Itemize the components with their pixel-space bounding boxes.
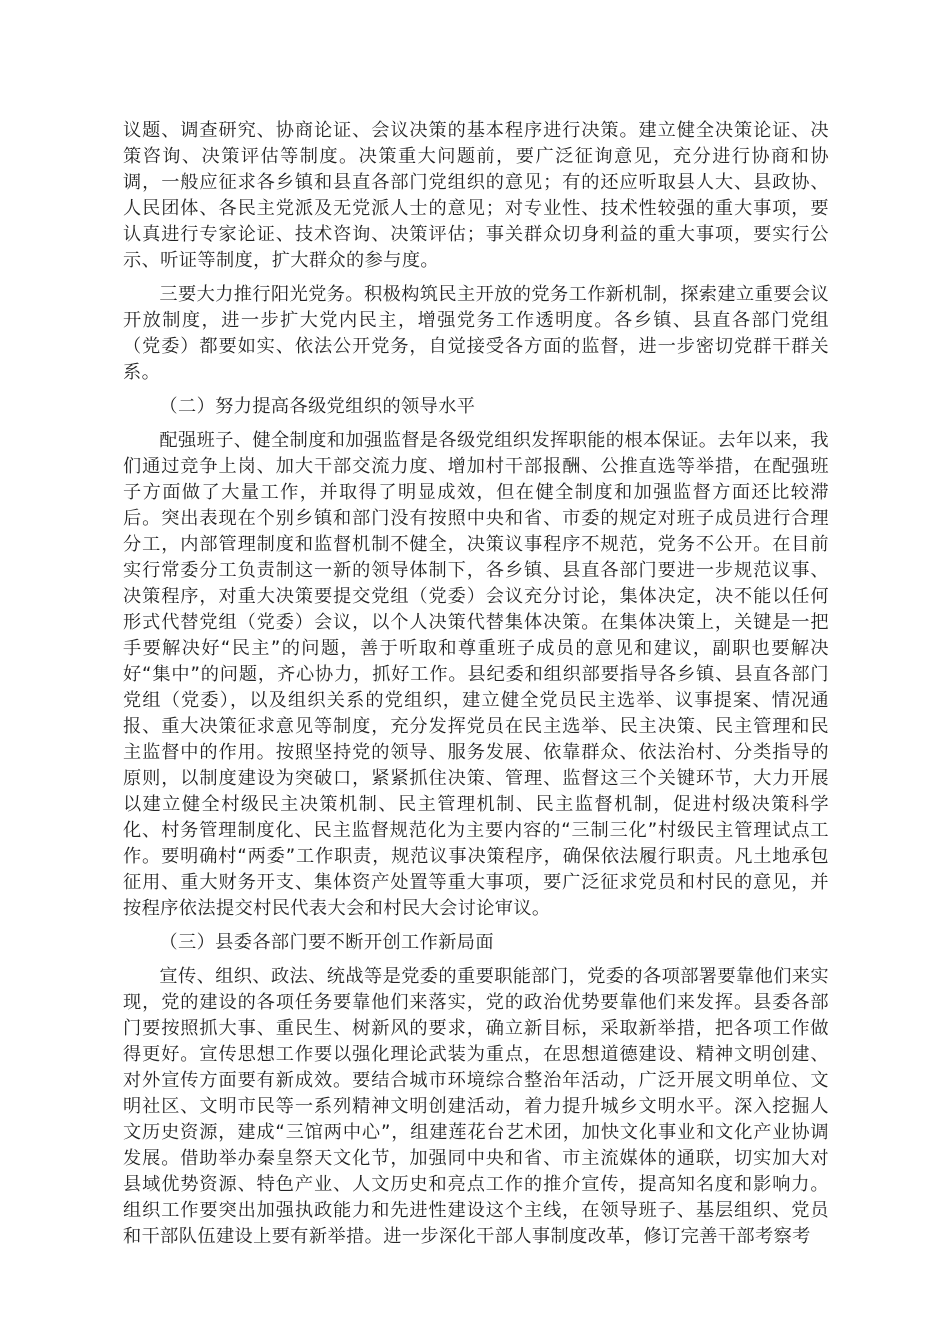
section-heading-leadership: （二）努力提高各级党组织的领导水平	[159, 396, 476, 417]
document-body	[123, 118, 829, 1258]
section-heading-departments: （三）县委各部门要不断开创工作新局面	[159, 932, 494, 953]
paragraph-decision-procedure: 议题、调查研究、协商论证、会议决策的基本程序进行决策。建立健全决策论证、决策咨询、决策评估等制度。决策重大问题前，要广泛征询意见，充分进行协商和协调，一般应征求各乡镇和县直各部门党组织的意见；有的还应听取县人大、县政协、人民团体、各民主党派及无党派人士的意见；对专业性、技术性较强的重大事项，要认真进行专家论证、技术咨询、决策评估；事关群众切身利益的重大事项，要实行公示、听证等制度，扩大群众的参与度。	[123, 120, 829, 271]
paragraph-departments-work: 宣传、组织、政法、统战等是党委的重要职能部门，党委的各项部署要靠他们来实现，党的建设的各项任务要靠他们来落实，党的政治优势要靠他们来发挥。县委各部门要按照抓大事、重民生、树新风的要求，确立新目标，采取新举措，把各项工作做得更好。宣传思想工作要以强化理论武装为重点，在思想道德建设、精神文明创建、对外宣传方面要有新成效。要结合城市环境综合整治年活动，广泛开展文明单位、文明社区、文明市民等一系列精神文明创建活动，着力提升城乡文明水平。深入挖掘人文历史资源，建成“三馆两中心”，组建莲花台艺术团，加快文化事业和文化产业协调发展。借助举办秦皇祭天文化节，加强同中央和省、市主流媒体的通联，切实加大对县域优势资源、特色产业、人文历史和亮点工作的推介宣传，提高知名度和影响力。组织工作要突出加强执政能力和先进性建设这个主线，在领导班子、基层组织、党员和干部队伍建设上要有新举措。进一步深化干部人事制度改革，修订完善干部考察考	[123, 966, 829, 1247]
paragraph-open-party-affairs: 三要大力推行阳光党务。积极构筑民主开放的党务工作新机制，探索建立重要会议开放制度，进一步扩大党内民主，增强党务工作透明度。各乡镇、县直各部门党组（党委）都要如实、依法公开党务，自觉接受各方面的监督，进一步密切党群干群关系。	[123, 284, 829, 383]
paragraph-leadership-level: 配强班子、健全制度和加强监督是各级党组织发挥职能的根本保证。去年以来，我们通过竞争上岗、加大干部交流力度、增加村干部报酬、公推直选等举措，在配强班子方面做了大量工作，并取得了明显成效，但在健全制度和加强监督方面还比较滞后。突出表现在个别乡镇和部门没有按照中央和省、市委的规定对班子成员进行合理分工，内部管理制度和监督机制不健全，决策议事程序不规范，党务不公开。在目前实行常委分工负责制这一新的领导体制下，各乡镇、县直各部门要进一步规范议事、决策程序，对重大决策要提交党组（党委）会议充分讨论，集体决定，决不能以任何形式代替党组（党委）会议，以个人决策代替集体决策。在集体决策上，关键是一把手要解决好“民主”的问题，善于听取和尊重班子成员的意见和建议，副职也要解决好“集中”的问题，齐心协力，抓好工作。县纪委和组织部要指导各乡镇、县直各部门党组（党委），以及组织关系的党组织，建立健全党员民主选举、议事提案、情况通报、重大决策征求意见等制度，充分发挥党员在民主选举、民主决策、民主管理和民主监督中的作用。按照坚持党的领导、服务发展、依靠群众、依法治村、分类指导的原则，以制度建设为突破口，紧紧抓住决策、管理、监督这三个关键环节，大力开展以建立健全村级民主决策机制、民主管理机制、民主监督机制，促进村级决策科学化、村务管理制度化、民主监督规范化为主要内容的“三制三化”村级民主管理试点工作。要明确村“两委”工作职责，规范议事决策程序，确保依法履行职责。凡土地承包征用、重大财务开支、集体资产处置等重大事项，要广泛征求党员和村民的意见，并按程序依法提交村民代表大会和村民大会讨论审议。	[123, 430, 829, 919]
